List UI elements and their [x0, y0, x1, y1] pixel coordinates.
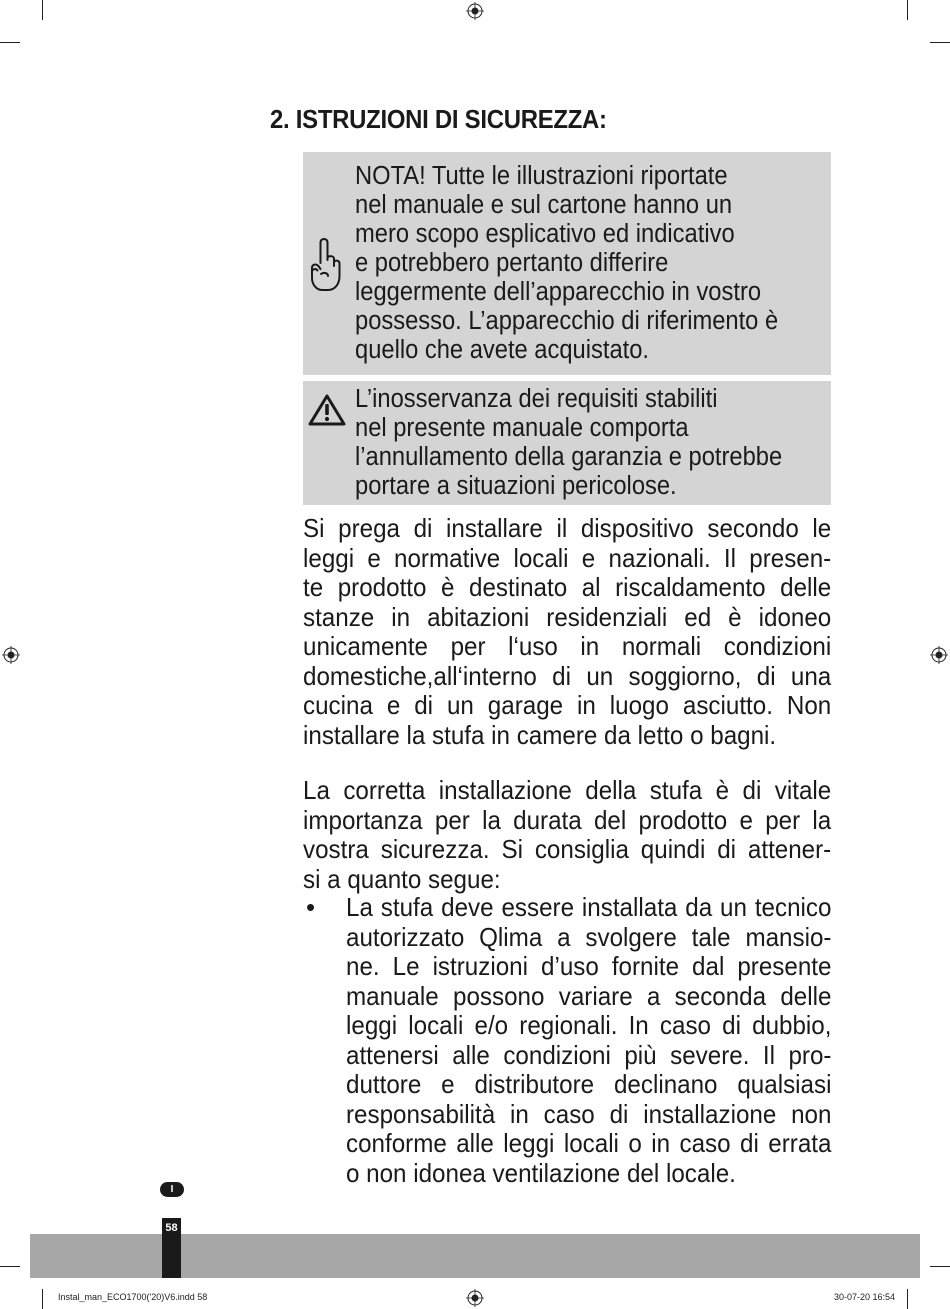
note-text-line: nel manuale e sul cartone hanno un	[355, 191, 733, 219]
paragraph-correct-installation	[303, 776, 831, 894]
pointing-hand-icon	[308, 236, 342, 294]
paragraph-line: La corretta installazione della stufa è di vitale	[303, 775, 832, 805]
paragraph-line: installare la stufa in camere da letto o bagni.	[303, 719, 777, 750]
note-text-line: NOTA! Tutte le illustrazioni riportate	[355, 162, 728, 190]
paragraph-line: domestiche,all‘interno di un soggiorno, di una	[303, 660, 832, 691]
bullet-marker: •	[306, 892, 316, 922]
paragraph-line: vostra sicurezza. Si consiglia quindi di attener-	[303, 834, 832, 864]
bullet-line: manuale possono variare a seconda delle	[346, 980, 832, 1011]
warning-text-line: l’annullamento della garanzia e potrebbe	[355, 443, 783, 471]
registration-mark-icon	[930, 646, 948, 664]
registration-mark-icon	[466, 2, 484, 20]
crop-mark	[0, 1266, 20, 1267]
bullet-line: duttore e distributore declinano qualsiasi	[346, 1069, 832, 1099]
note-text-line: possesso. L’apparecchio di riferimento è	[355, 307, 779, 335]
crop-mark	[42, 0, 43, 20]
warning-text-line: L’inosservanza dei requisiti stabiliti	[355, 385, 718, 413]
warning-text-line: portare a situazioni pericolose.	[355, 472, 677, 500]
crop-mark	[930, 42, 950, 43]
language-badge: I	[160, 1182, 184, 1197]
bullet-line: responsabilità in caso di installazione non	[346, 1098, 832, 1129]
crop-mark	[930, 1266, 950, 1267]
note-text-line: e potrebbero pertanto differire	[355, 249, 669, 277]
print-slug-filename: Instal_man_ECO1700('20)V6.indd 58	[58, 1292, 208, 1302]
bullet-line: leggi locali e/o regionali. In caso di dubbio,	[346, 1010, 832, 1040]
note-text-line: quello che avete acquistato.	[355, 336, 650, 364]
bullet-line: autorizzato Qlima a svolgere tale mansio-	[346, 921, 832, 952]
paragraph-line: Si prega di installare il dispositivo secondo le	[303, 513, 832, 543]
page-number: 58	[162, 1218, 181, 1278]
print-slug-timestamp: 30-07-20 16:54	[834, 1292, 896, 1302]
bullet-line: conforme alle leggi locali o in caso di errata	[346, 1128, 832, 1158]
paragraph-line: importanza per la durata del prodotto e per la	[303, 804, 832, 835]
registration-mark-icon	[466, 1289, 484, 1307]
paragraph-line: cucina e di un garage in luogo asciutto. Non	[303, 690, 832, 720]
paragraph-line: te prodotto è destinato al riscaldamento delle	[303, 572, 832, 602]
note-text-line: leggermente dell’apparecchio in vostro	[355, 278, 762, 306]
bullet-line: attenersi alle condizioni più severe. Il pro-	[346, 1039, 832, 1070]
paragraph-installation	[303, 514, 831, 750]
warning-box	[303, 381, 831, 505]
paragraph-line: unicamente per l‘uso in normali condizioni	[303, 631, 832, 661]
bullet-line: La stufa deve essere installata da un tecnico	[346, 892, 832, 922]
note-box	[303, 152, 831, 375]
paragraph-line: si a quanto segue:	[303, 863, 501, 894]
crop-mark	[42, 1289, 43, 1309]
crop-mark	[0, 42, 20, 43]
registration-mark-icon	[2, 646, 20, 664]
crop-mark	[907, 1289, 908, 1309]
bullet-item	[346, 893, 831, 1188]
bullet-line: o non idonea ventilazione del locale.	[346, 1157, 736, 1188]
bullet-line: ne. Le istruzioni d’uso fornite dal presente	[346, 951, 832, 981]
section-heading: 2. ISTRUZIONI DI SICUREZZA:	[270, 104, 607, 134]
note-text-line: mero scopo esplicativo ed indicativo	[355, 220, 735, 248]
paragraph-line: stanze in abitazioni residenziali ed è idoneo	[303, 601, 832, 632]
crop-mark	[907, 0, 908, 20]
warning-text-line: nel presente manuale comporta	[355, 414, 689, 442]
warning-triangle-icon	[307, 393, 347, 427]
paragraph-line: leggi e normative locali e nazionali. Il presen-	[303, 542, 832, 573]
